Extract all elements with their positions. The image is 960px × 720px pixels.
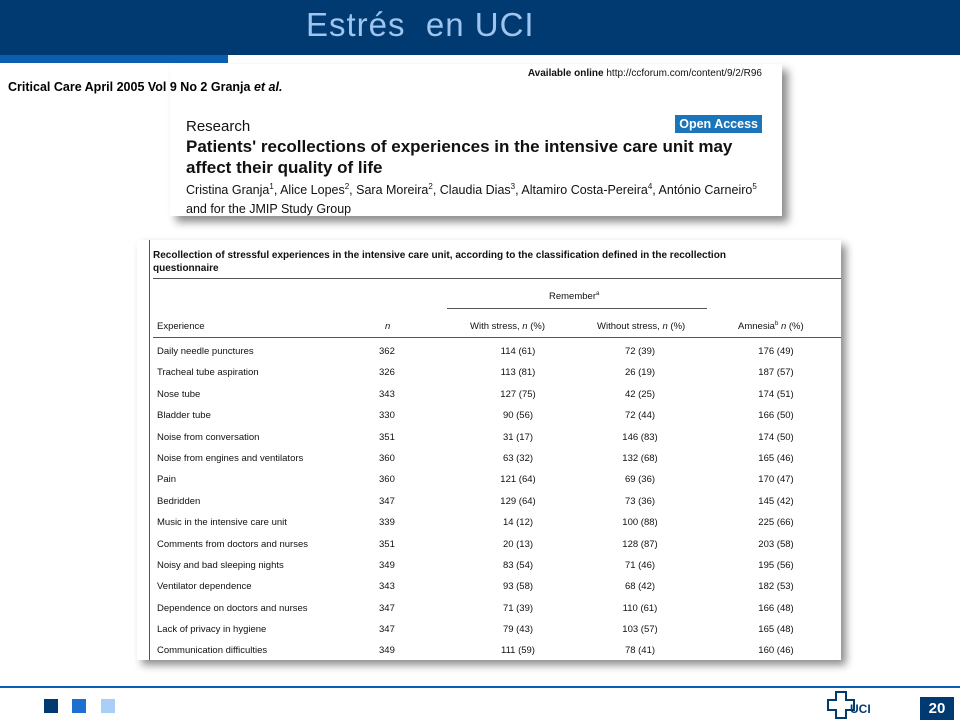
cell-n: 326 [379, 367, 395, 379]
cell-experience: Noise from engines and ventilators [157, 452, 304, 464]
author-affiliation: 5 [752, 182, 757, 191]
cell-with-stress: 113 (81) [500, 367, 536, 379]
cell-without-stress: 132 (68) [622, 452, 658, 464]
cell-n: 343 [379, 581, 395, 593]
table-row [137, 343, 841, 364]
cell-n: 343 [379, 388, 395, 400]
cell-with-stress: 79 (43) [502, 624, 534, 636]
cell-with-stress: 114 (61) [500, 346, 536, 357]
cell-without-stress: 146 (83) [622, 431, 658, 443]
table-row [137, 386, 841, 407]
header-amnesia-text: Amnesia [738, 321, 775, 333]
cell-n: 339 [379, 517, 395, 529]
cell-amnesia: 174 (50) [758, 431, 794, 443]
header-amnesia-pct: (%) [786, 321, 804, 333]
paper-title: Patients' recollections of experiences in the intensive care unit may affect their quality of life [186, 137, 733, 177]
header-without-stress-text: Without stress, [597, 321, 663, 332]
remember-footnote-mark: a [596, 291, 600, 297]
cell-amnesia: 225 (66) [758, 517, 794, 529]
table-row [137, 514, 841, 535]
header-without-stress-n: n [662, 321, 668, 332]
author-name: Cristina Granja [186, 183, 270, 198]
table-row [137, 364, 841, 385]
cell-with-stress: 20 (13) [502, 538, 534, 550]
header-n-text: n [385, 321, 391, 332]
table-row [137, 493, 841, 514]
cell-experience: Daily needle punctures [157, 346, 254, 357]
cell-amnesia: 170 (47) [758, 474, 794, 486]
author-name: António Carneiro [658, 183, 753, 198]
logo-text: UCI [850, 702, 871, 716]
cell-without-stress: 42 (25) [624, 388, 656, 400]
cell-amnesia: 195 (56) [758, 559, 794, 571]
author-separator: , [349, 183, 357, 198]
cell-amnesia: 145 (42) [758, 495, 794, 507]
table-row [137, 429, 841, 450]
header-with-stress-pct: (%) [527, 321, 545, 332]
cell-amnesia: 166 (48) [758, 602, 794, 614]
footer-square-light [101, 699, 115, 713]
cell-with-stress: 90 (56) [502, 410, 534, 422]
cell-n: 351 [379, 431, 395, 443]
section-label: Research [186, 118, 251, 135]
cell-experience: Comments from doctors and nurses [157, 538, 309, 550]
slide-title: Estrés en UCI [306, 6, 535, 43]
cell-n: 347 [379, 602, 395, 614]
cell-amnesia: 165 (48) [758, 624, 794, 636]
cell-n: 351 [379, 538, 395, 550]
results-table-card [137, 240, 841, 660]
cell-n: 360 [379, 452, 395, 464]
header-amnesia-footnote: b [774, 321, 779, 327]
cell-amnesia: 187 (57) [758, 367, 794, 379]
cell-experience: Bedridden [157, 495, 201, 507]
cell-without-stress: 128 (87) [622, 538, 658, 550]
table-row [137, 557, 841, 578]
cell-experience: Tracheal tube aspiration [157, 367, 259, 379]
header-n [385, 321, 390, 332]
author-affiliation: 1 [269, 182, 274, 191]
header-without-stress-pct: (%) [667, 321, 686, 332]
cell-without-stress: 100 (88) [622, 517, 658, 529]
availability-line [528, 68, 762, 79]
cell-with-stress: 31 (17) [502, 431, 534, 443]
author-separator: , [515, 183, 522, 198]
table-body [137, 343, 841, 664]
header-with-stress [470, 321, 545, 332]
cell-without-stress: 68 (42) [624, 581, 656, 593]
author-name: Alice Lopes [280, 183, 345, 198]
cell-with-stress: 121 (64) [500, 474, 536, 486]
citation-etal: et al. [253, 80, 283, 94]
cell-experience: Bladder tube [157, 410, 211, 422]
author-separator: , [652, 183, 659, 198]
cell-without-stress: 69 (36) [624, 474, 656, 486]
header-amnesia [738, 321, 804, 332]
cell-n: 347 [379, 495, 395, 507]
cell-n: 349 [379, 559, 395, 571]
remember-group-header [549, 291, 599, 302]
header-experience: Experience [157, 321, 205, 332]
author-separator: and for the JMIP Study Group [186, 202, 352, 217]
table-row [137, 407, 841, 428]
cell-experience: Noise from conversation [157, 431, 260, 443]
cell-experience: Nose tube [157, 388, 201, 400]
table-row [137, 642, 841, 663]
author-name: Altamiro Costa-Pereira [521, 183, 648, 198]
remember-group-rule [447, 308, 707, 309]
cell-without-stress: 72 (39) [624, 346, 656, 357]
cell-amnesia: 203 (58) [758, 538, 794, 550]
availability-label: Available online [527, 68, 604, 79]
footer-square-dark [44, 699, 58, 713]
cell-amnesia: 182 (53) [758, 581, 794, 593]
table-header-rule [153, 337, 841, 338]
cell-without-stress: 26 (19) [624, 367, 656, 379]
cell-with-stress: 127 (75) [500, 388, 536, 400]
cell-n: 347 [379, 624, 395, 636]
table-row [137, 578, 841, 599]
page-number: 20 [920, 697, 954, 720]
cell-experience: Music in the intensive care unit [157, 517, 287, 529]
header-with-stress-n: n [522, 321, 528, 332]
header-with-stress-text: With stress, [470, 321, 523, 332]
cell-experience: Communication difficulties [157, 645, 268, 657]
citation-journal: Critical Care April 2005 Vol 9 No 2 Granja [8, 80, 251, 94]
author-affiliation: 4 [647, 182, 653, 191]
author-list [186, 177, 766, 219]
cell-amnesia: 174 (51) [758, 388, 794, 400]
cell-without-stress: 103 (57) [622, 624, 658, 636]
author-affiliation: 2 [344, 182, 350, 191]
cell-with-stress: 14 (12) [502, 517, 534, 529]
cell-experience: Dependence on doctors and nurses [157, 602, 308, 614]
cell-amnesia: 176 (49) [758, 346, 794, 357]
footer-rule [0, 686, 960, 688]
cell-without-stress: 73 (36) [624, 495, 656, 507]
cell-with-stress: 111 (59) [501, 645, 535, 657]
header-without-stress [597, 321, 685, 332]
cell-experience: Noisy and bad sleeping nights [157, 559, 284, 571]
table-row [137, 621, 841, 642]
table-row [137, 536, 841, 557]
cell-with-stress: 71 (39) [502, 602, 534, 614]
cell-amnesia: 160 (46) [758, 645, 794, 657]
table-top-rule [153, 278, 841, 279]
title-bar-accent [0, 55, 228, 63]
footer-square-mid [72, 699, 86, 713]
cell-n: 360 [379, 474, 395, 486]
cell-amnesia: 166 (50) [758, 410, 794, 422]
table-row [137, 450, 841, 471]
cell-n: 362 [379, 346, 395, 357]
citation [8, 80, 282, 94]
cell-experience: Pain [157, 474, 177, 486]
header-amnesia-n: n [778, 321, 787, 333]
author-affiliation: 3 [510, 182, 516, 191]
author-affiliation: 2 [428, 182, 433, 191]
open-access-badge: Open Access [675, 115, 762, 133]
author-name: Claudia Dias [439, 183, 511, 198]
cell-n: 330 [379, 410, 395, 422]
cell-with-stress: 63 (32) [502, 452, 534, 464]
author-name: Sara Moreira [356, 183, 429, 198]
table-row [137, 600, 841, 621]
availability-url: http://ccforum.com/content/9/2/R96 [606, 68, 762, 79]
cell-with-stress: 129 (64) [500, 495, 536, 507]
cell-experience: Lack of privacy in hygiene [157, 624, 267, 636]
cell-without-stress: 72 (44) [624, 410, 656, 422]
cell-n: 349 [379, 645, 395, 657]
cell-amnesia: 165 (46) [758, 452, 794, 464]
cell-with-stress: 93 (58) [502, 581, 534, 593]
author-separator: , [273, 183, 281, 198]
author-separator: , [432, 183, 440, 198]
cell-without-stress: 78 (41) [624, 645, 656, 657]
cell-without-stress: 71 (46) [624, 559, 656, 571]
cell-experience: Ventilator dependence [157, 581, 252, 593]
cell-with-stress: 83 (54) [502, 559, 534, 571]
remember-label-text: Remember [549, 291, 596, 303]
cell-without-stress: 110 (61) [622, 602, 658, 614]
table-caption: Recollection of stressful experiences in the intensive care unit, according to the classification defined in the recollection questionnaire [153, 250, 726, 274]
table-row [137, 471, 841, 492]
